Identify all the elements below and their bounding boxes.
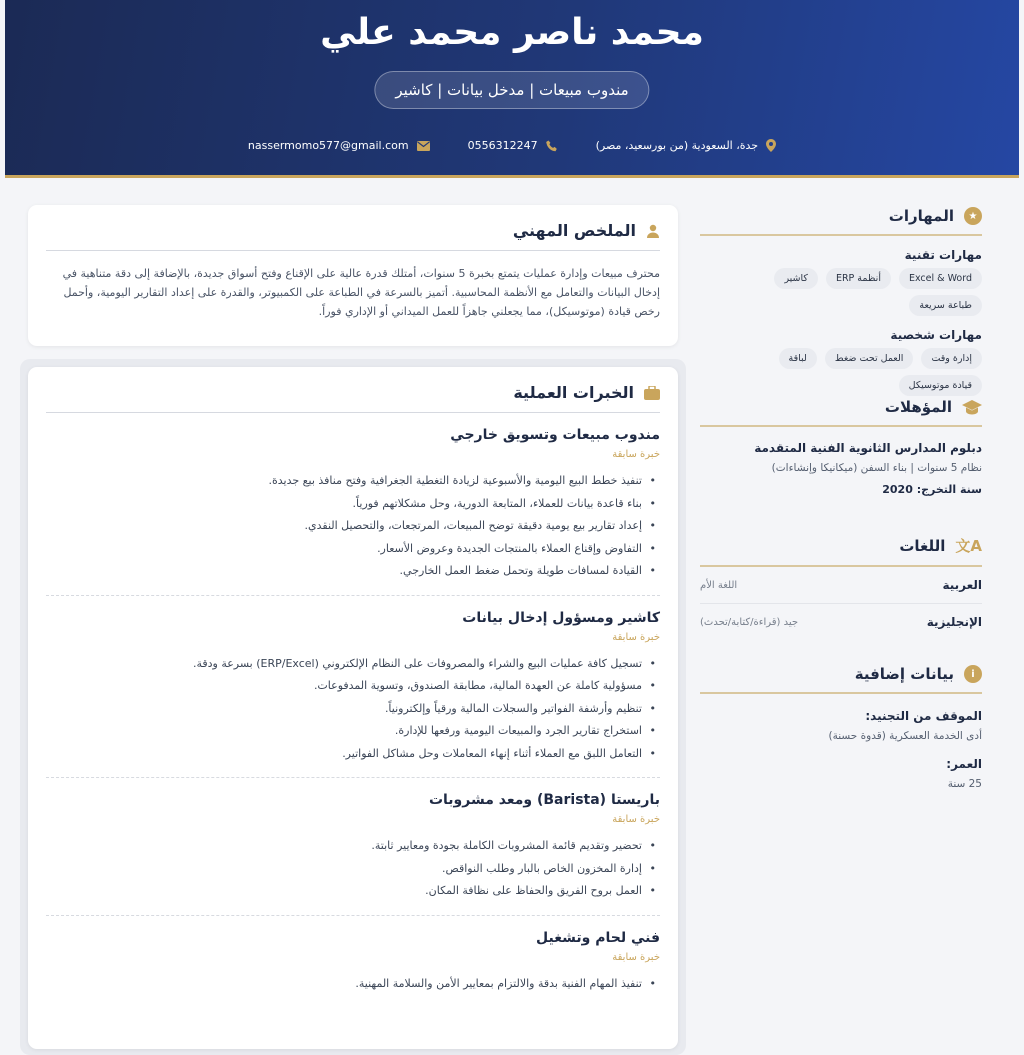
skills-section: [700, 207, 982, 396]
star-icon: ★: [964, 207, 982, 225]
email-icon: [417, 141, 430, 151]
job-duty-item: • إعداد تقارير بيع يومية دقيقة توضح المبيعات، المرتجعات، والتحصيل النقدي.: [46, 515, 660, 538]
personal-skills-label: مهارات شخصية: [890, 328, 982, 342]
job-duty-item: • تنفيذ المهام الفنية بدقة والالتزام بمعايير الأمن والسلامة المهنية.: [46, 973, 660, 996]
graduation-cap-icon: [962, 399, 982, 415]
language-row: [700, 604, 982, 640]
job-title: كاشير ومسؤول إدخال بيانات: [462, 609, 660, 626]
job-duty-item: • التعامل اللبق مع العملاء أثناء إنهاء المعاملات وحل مشاكل الفواتير.: [46, 743, 660, 766]
job-title-pill: مندوب مبيعات | مدخل بيانات | كاشير: [374, 71, 649, 109]
experience-heading: الخبرات العملية: [46, 383, 660, 413]
header-banner: [5, 0, 1019, 178]
job-title: فني لحام وتشغيل: [536, 929, 660, 946]
job-duty-item: • تسجيل كافة عمليات البيع والشراء والمصروفات على النظام الإلكتروني (ERP/Excel) بسرعة ودقة.: [46, 653, 660, 676]
degree-name: دبلوم المدارس الثانوية الفنية المتقدمة: [754, 441, 982, 455]
skill-chip: Excel & Word: [899, 268, 982, 289]
skill-chip: أنظمة ERP: [826, 268, 891, 289]
graduation-year: سنة التخرج: 2020: [882, 483, 982, 496]
user-icon: [646, 224, 660, 238]
job-duty-item: • تنفيذ خطط البيع اليومية والأسبوعية لزيادة التغطية الجغرافية وفتح منافذ بيع جديدة.: [46, 470, 660, 493]
job-title: باريستا (Barista) ومعد مشروبات: [428, 792, 660, 808]
skill-chip: لباقة: [779, 348, 817, 369]
job-tag: خبرة سابقة: [612, 449, 660, 460]
technical-skills-label: مهارات تقنية: [904, 248, 982, 262]
age-value: 25 سنة: [947, 778, 982, 790]
translate-icon: 文A: [955, 537, 982, 555]
skill-chip: إدارة وقت: [921, 348, 982, 369]
personal-skills-chips: [700, 348, 982, 396]
job-entry: [46, 778, 660, 916]
age-label: العمر:: [946, 757, 982, 771]
info-icon: i: [964, 665, 982, 683]
job-entry: [46, 413, 660, 596]
job-entry: [46, 916, 660, 1008]
summary-heading: الملخص المهني: [46, 221, 660, 251]
contact-bar: [5, 139, 1019, 152]
language-list: [700, 567, 982, 640]
job-duties: [46, 973, 660, 996]
job-duty-item: • إدارة المخزون الخاص بالبار وطلب النواقص.: [46, 858, 660, 881]
experience-card: [28, 367, 678, 1049]
contact-phone[interactable]: [468, 139, 558, 152]
technical-skills-chips: [700, 268, 982, 316]
job-duty-item: • العمل بروح الفريق والحفاظ على نظافة المكان.: [46, 880, 660, 903]
skill-chip: العمل تحت ضغط: [825, 348, 914, 369]
job-tag: خبرة سابقة: [612, 814, 660, 825]
job-duty-item: • تحضير وتقديم قائمة المشروبات الكاملة بجودة ومعايير ثابتة.: [46, 835, 660, 858]
language-row: [700, 567, 982, 604]
job-duty-item: • القيادة لمسافات طويلة وتحمل ضغط العمل الخارجي.: [46, 560, 660, 583]
job-duty-item: • مسؤولية كاملة عن العهدة المالية، مطابقة الصندوق، وتسوية المدفوعات.: [46, 675, 660, 698]
language-name: الإنجليزية: [926, 615, 982, 629]
job-duty-item: • بناء قاعدة بيانات للعملاء، المتابعة الدورية، وحل مشكلاتهم فورياً.: [46, 493, 660, 516]
contact-email[interactable]: [248, 139, 430, 152]
job-tag: خبرة سابقة: [612, 631, 660, 643]
language-level: جيد (قراءة/كتابة/تحدث): [700, 616, 799, 628]
skill-chip: طباعة سريعة: [909, 295, 982, 316]
skill-chip: قيادة موتوسيكل: [899, 375, 982, 396]
language-name: العربية: [942, 578, 982, 592]
job-tag: خبرة سابقة: [612, 951, 660, 963]
job-duty-item: • التفاوض وإقناع العملاء بالمنتجات الجديدة وعروض الأسعار.: [46, 538, 660, 561]
job-duty-item: • استخراج تقارير الجرد والمبيعات اليومية ورفعها للإدارة.: [46, 720, 660, 743]
skill-chip: كاشير: [774, 268, 818, 289]
qualifications-heading: المؤهلات: [700, 398, 982, 427]
summary-card: [28, 205, 678, 346]
qualifications-section: [700, 398, 982, 496]
additional-section: [700, 665, 982, 790]
job-duties: [46, 653, 660, 766]
contact-location: [596, 139, 777, 152]
job-duties: [46, 470, 660, 583]
location-icon: [766, 139, 776, 152]
military-label: الموقف من التجنيد:: [865, 709, 982, 723]
summary-text: محترف مبيعات وإدارة عمليات يتمتع بخبرة 5 سنوات، أمتلك قدرة عالية على الإقناع وفتح أسواق جديدة، بالإضافة إلى دقة متناهية في إدخال البيانات والتعامل مع الأنظمة المحاسبية. أتميز بالسرعة في الطباعة على الكمبيوتر، والقدرة على إعداد التقارير اليومية، وأحمل رخص قيادة (موتوسيكل)، مما يجعلني جاهزاً للعمل الميداني أو الإداري فوراً.: [62, 267, 660, 318]
military-value: أدى الخدمة العسكرية (قدوة حسنة): [828, 730, 982, 742]
email-text: nassermomo577@gmail.com: [247, 139, 409, 152]
languages-heading: 文A اللغات: [700, 535, 982, 567]
job-entry: [46, 596, 660, 779]
phone-text: 0556312247: [467, 139, 538, 152]
language-level: اللغة الأم: [700, 579, 738, 591]
job-title: مندوب مبيعات وتسويق خارجي: [450, 427, 660, 443]
location-text: جدة، السعودية (من بورسعيد، مصر): [595, 139, 759, 152]
skills-heading: ★ المهارات: [700, 207, 982, 236]
phone-icon: [546, 140, 558, 152]
additional-heading: i بيانات إضافية: [700, 665, 982, 694]
job-duty-item: • تنظيم وأرشفة الفواتير والسجلات المالية ورقياً وإلكترونياً.: [46, 698, 660, 721]
degree-details: نظام 5 سنوات | بناء السفن (ميكانيكا وإنشاءات): [771, 462, 982, 474]
briefcase-icon: [644, 386, 660, 400]
job-duties: [46, 835, 660, 903]
job-list: [46, 413, 660, 1007]
candidate-name: محمد ناصر محمد علي: [320, 12, 704, 53]
languages-section: [700, 535, 982, 640]
